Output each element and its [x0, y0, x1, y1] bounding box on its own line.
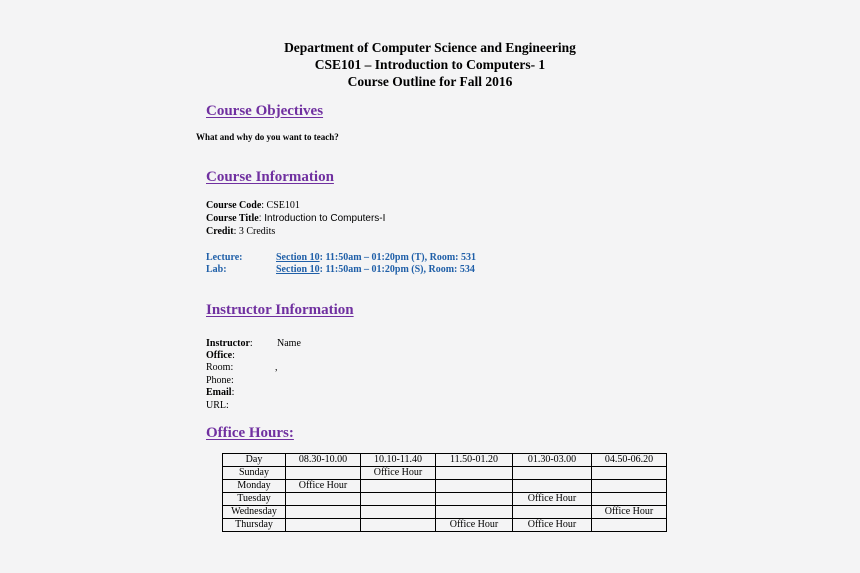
day-cell: Wednesday	[223, 506, 286, 519]
slot-cell	[592, 519, 667, 532]
column-header: 08.30-10.00	[286, 454, 361, 467]
table-row	[223, 519, 667, 532]
room-label: Room:	[206, 362, 234, 373]
course-title-label: Course Title	[206, 213, 259, 224]
department-title: Department of Computer Science and Engineering	[284, 40, 576, 55]
office-label: Office	[206, 350, 233, 361]
lab-line	[276, 264, 475, 275]
slot-cell	[286, 506, 361, 519]
slot-cell: Office Hour	[592, 506, 667, 519]
day-cell: Tuesday	[223, 493, 286, 506]
table-row	[223, 467, 667, 480]
room-value: ,	[275, 362, 278, 373]
phone-label: Phone:	[206, 375, 234, 386]
slot-cell: Office Hour	[361, 467, 436, 480]
office-hours-table	[222, 453, 667, 532]
office-colon: :	[232, 350, 235, 361]
slot-cell: Office Hour	[513, 493, 592, 506]
table-row	[223, 506, 667, 519]
column-header: 11.50-01.20	[436, 454, 513, 467]
day-cell: Monday	[223, 480, 286, 493]
credit-line	[206, 226, 275, 237]
lecture-label: Lecture:	[206, 252, 243, 263]
table-row	[223, 480, 667, 493]
day-cell: Sunday	[223, 467, 286, 480]
slot-cell	[436, 480, 513, 493]
course-code-label: Course Code	[206, 200, 262, 211]
slot-cell: Office Hour	[436, 519, 513, 532]
course-code-line	[206, 200, 300, 211]
column-header: 04.50-06.20	[592, 454, 667, 467]
course-title-value: : Introduction to Computers-I	[258, 213, 386, 224]
course-objectives-heading: Course Objectives	[206, 103, 324, 119]
slot-cell	[592, 493, 667, 506]
outline-title: Course Outline for Fall 2016	[347, 74, 513, 89]
office-line	[206, 350, 235, 361]
slot-cell	[436, 467, 513, 480]
slot-cell	[436, 493, 513, 506]
slot-cell	[436, 506, 513, 519]
instructor-information-heading: Instructor Information	[206, 302, 354, 318]
lab-detail: : 11:50am – 01:20pm (S), Room: 534	[319, 264, 475, 275]
course-title: CSE101 – Introduction to Computers- 1	[314, 57, 546, 72]
slot-cell	[513, 506, 592, 519]
credit-value: : 3 Credits	[233, 226, 276, 237]
email-colon: :	[231, 387, 235, 398]
slot-cell	[513, 467, 592, 480]
slot-cell	[513, 480, 592, 493]
credit-label: Credit	[206, 226, 234, 237]
slot-cell	[592, 480, 667, 493]
table-header-row	[223, 454, 667, 467]
instructor-colon: :	[249, 338, 253, 349]
slot-cell	[361, 506, 436, 519]
slot-cell	[286, 467, 361, 480]
slot-cell	[286, 493, 361, 506]
instructor-line	[206, 338, 253, 349]
course-title-line	[206, 213, 385, 224]
column-header: Day	[223, 454, 286, 467]
slot-cell: Office Hour	[286, 480, 361, 493]
lab-section-link[interactable]: Section 10	[276, 264, 320, 275]
url-label: URL:	[206, 400, 229, 411]
slot-cell	[592, 467, 667, 480]
day-cell: Thursday	[223, 519, 286, 532]
course-code-value: : CSE101	[261, 200, 300, 211]
course-information-heading: Course Information	[206, 169, 334, 185]
slot-cell: Office Hour	[513, 519, 592, 532]
instructor-label: Instructor	[206, 338, 250, 349]
lecture-section-link[interactable]: Section 10	[276, 252, 320, 263]
objectives-question: What and why do you want to teach?	[196, 132, 339, 142]
instructor-name: Name	[277, 338, 301, 349]
office-hours-heading: Office Hours:	[206, 425, 294, 441]
slot-cell	[286, 519, 361, 532]
email-label: Email	[206, 387, 232, 398]
lab-label: Lab:	[206, 264, 227, 275]
column-header: 01.30-03.00	[513, 454, 592, 467]
lecture-line	[276, 252, 476, 263]
email-line	[206, 387, 234, 398]
slot-cell	[361, 519, 436, 532]
slot-cell	[361, 493, 436, 506]
slot-cell	[361, 480, 436, 493]
lecture-detail: : 11:50am – 01:20pm (T), Room: 531	[319, 252, 476, 263]
table-row	[223, 493, 667, 506]
column-header: 10.10-11.40	[361, 454, 436, 467]
